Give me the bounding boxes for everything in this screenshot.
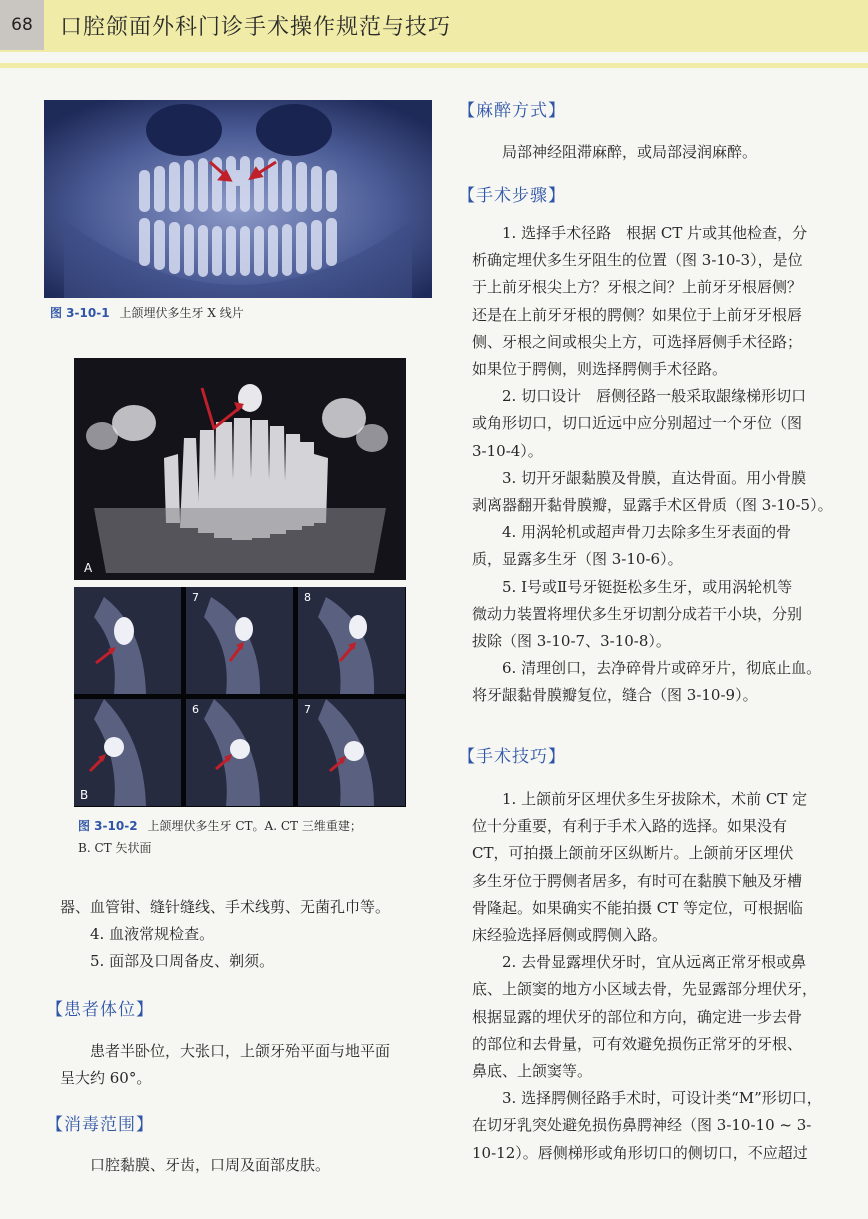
- text-line: 1. 上颌前牙区埋伏多生牙拔除术，术前 CT 定: [502, 790, 808, 808]
- disinfect-text-block: [60, 1152, 432, 1179]
- text-line: 4. 用涡轮机或超声骨刀去除多生牙表面的骨: [502, 523, 792, 542]
- panoramic-xray-image: [44, 100, 432, 298]
- ct-panel: [74, 587, 181, 694]
- text-line: 5. 面部及口周备皮、剃须。: [90, 952, 275, 971]
- text-line: 位十分重要，有利于手术入路的选择。如果没有: [472, 817, 788, 836]
- text-line: 器、血管钳、缝针缝线、手术线剪、无菌孔巾等。: [60, 898, 391, 916]
- ct-panel: [298, 587, 405, 694]
- text-line: 口腔黏膜、牙齿，口周及面部皮肤。: [90, 1156, 331, 1174]
- ct-panel: [186, 699, 293, 806]
- text-line: 如果位于腭侧，则选择腭侧手术径路。: [472, 360, 728, 379]
- text-line: CT，可拍摄上颌前牙区纵断片。上颌前牙区埋伏: [472, 844, 794, 863]
- figure-1-caption-text: 上颌埋伏多生牙 X 线片: [119, 306, 244, 320]
- ct-panel: [186, 587, 293, 694]
- ct-panel: [298, 699, 405, 806]
- text-line: 2. 去骨显露埋伏牙时，宜从远离正常牙根或鼻: [502, 953, 807, 972]
- section-heading-disinfect: 【消毒范围】: [46, 1115, 154, 1135]
- text-line: 3. 选择腭侧径路手术时，可设计类“M”形切口，: [502, 1089, 822, 1108]
- text-line: 在切牙乳突处避免损伤鼻腭神经（图 3-10-10 ~ 3-: [472, 1116, 812, 1135]
- section-heading-skills: 【手术技巧】: [458, 747, 566, 767]
- page-number: 68: [0, 0, 44, 50]
- ct-panel: [74, 699, 181, 806]
- text-line: 于上前牙根尖上方？牙根之间？上前牙牙根唇侧？: [472, 278, 803, 297]
- text-line: 的部位和去骨量，可有效避免损伤正常牙的牙根、: [472, 1034, 803, 1053]
- text-line: 4. 血液常规检查。: [90, 925, 215, 944]
- left-text-block: [60, 894, 430, 976]
- figure-2-caption: [78, 815, 362, 859]
- text-line: 微动力装置将埋伏多生牙切割分成若干小块，分别: [472, 604, 803, 623]
- figure-1-number: 图 3-10-1: [50, 306, 110, 320]
- section-heading-position: 【患者体位】: [46, 1000, 154, 1020]
- text-line: 5. Ⅰ号或Ⅱ号牙铤挺松多生牙，或用涡轮机等: [502, 577, 793, 596]
- text-line: 3. 切开牙龈黏膜及骨膜，直达骨面。用小骨膜: [502, 468, 807, 487]
- book-title: 口腔颌面外科门诊手术操作规范与技巧: [60, 15, 452, 40]
- panel-number: 6: [192, 703, 199, 716]
- text-line: 骨隆起。如果确实不能拍摄 CT 等定位，可根据临: [472, 898, 804, 917]
- text-line: 呈大约 60°。: [60, 1069, 152, 1088]
- skills-text-block: [472, 786, 856, 1167]
- text-line: 10-12）。唇侧梯形或角形切口的侧切口，不应超过: [472, 1143, 808, 1162]
- text-line: 析确定埋伏多生牙阻生的位置（图 3-10-3），是位: [472, 251, 803, 270]
- label-a: A: [84, 561, 93, 575]
- figure-2-caption-line2: B. CT 矢状面: [78, 841, 152, 855]
- text-line: 局部神经阻滞麻醉，或局部浸润麻醉。: [502, 143, 758, 161]
- text-line: 6. 清理创口，去净碎骨片或碎牙片，彻底止血。: [502, 659, 822, 678]
- text-line: 患者半卧位，大张口，上颌牙殆平面与地平面: [90, 1042, 391, 1060]
- ct-3d-reconstruction-image: [74, 358, 406, 580]
- label-b: B: [80, 788, 89, 802]
- text-line: 拔除（图 3-10-7、3-10-8）。: [472, 632, 671, 651]
- figure-1-caption: [50, 302, 244, 324]
- text-line: 底、上颌窦的地方小区域去骨，先显露部分埋伏牙，: [472, 980, 818, 999]
- section-heading-steps: 【手术步骤】: [458, 186, 566, 206]
- position-text-block: [60, 1038, 432, 1092]
- figure-2-caption-line1: 上颌埋伏多生牙 CT。A. CT 三维重建；: [147, 819, 362, 833]
- text-line: 质，显露多生牙（图 3-10-6）。: [472, 550, 683, 569]
- text-line: 还是在上前牙牙根的腭侧？如果位于上前牙牙根唇: [472, 305, 803, 324]
- text-line: 或角形切口，切口近远中应分别超过一个牙位（图: [472, 414, 803, 433]
- ct-sagittal-grid-image: [74, 587, 406, 807]
- header-rule: [0, 63, 868, 68]
- text-line: 鼻底、上颌窦等。: [472, 1062, 593, 1081]
- panel-number: 7: [192, 591, 199, 604]
- panel-number: 8: [304, 591, 311, 604]
- text-line: 1. 选择手术径路 根据 CT 片或其他检查，分: [502, 224, 808, 242]
- section-heading-anesthesia: 【麻醉方式】: [458, 101, 566, 121]
- figure-2-number: 图 3-10-2: [78, 819, 138, 833]
- text-line: 侧、牙根之间或根尖上方，可选择唇侧手术径路；: [472, 332, 803, 351]
- text-line: 床经验选择唇侧或腭侧入路。: [472, 926, 668, 945]
- text-line: 2. 切口设计 唇侧径路一般采取龈缘梯形切口: [502, 387, 807, 406]
- text-line: 根据显露的埋伏牙的部位和方向，确定进一步去骨: [472, 1007, 803, 1026]
- anesthesia-text-block: [472, 139, 856, 166]
- steps-text-block: [472, 220, 856, 710]
- text-line: 多生牙位于腭侧者居多，有时可在黏膜下触及牙槽: [472, 871, 803, 890]
- text-line: 将牙龈黏骨膜瓣复位，缝合（图 3-10-9）。: [472, 686, 758, 705]
- text-line: 剥离器翻开黏骨膜瓣，显露手术区骨质（图 3-10-5）。: [472, 496, 833, 515]
- panel-number: 7: [304, 703, 311, 716]
- text-line: 3-10-4）。: [472, 441, 543, 460]
